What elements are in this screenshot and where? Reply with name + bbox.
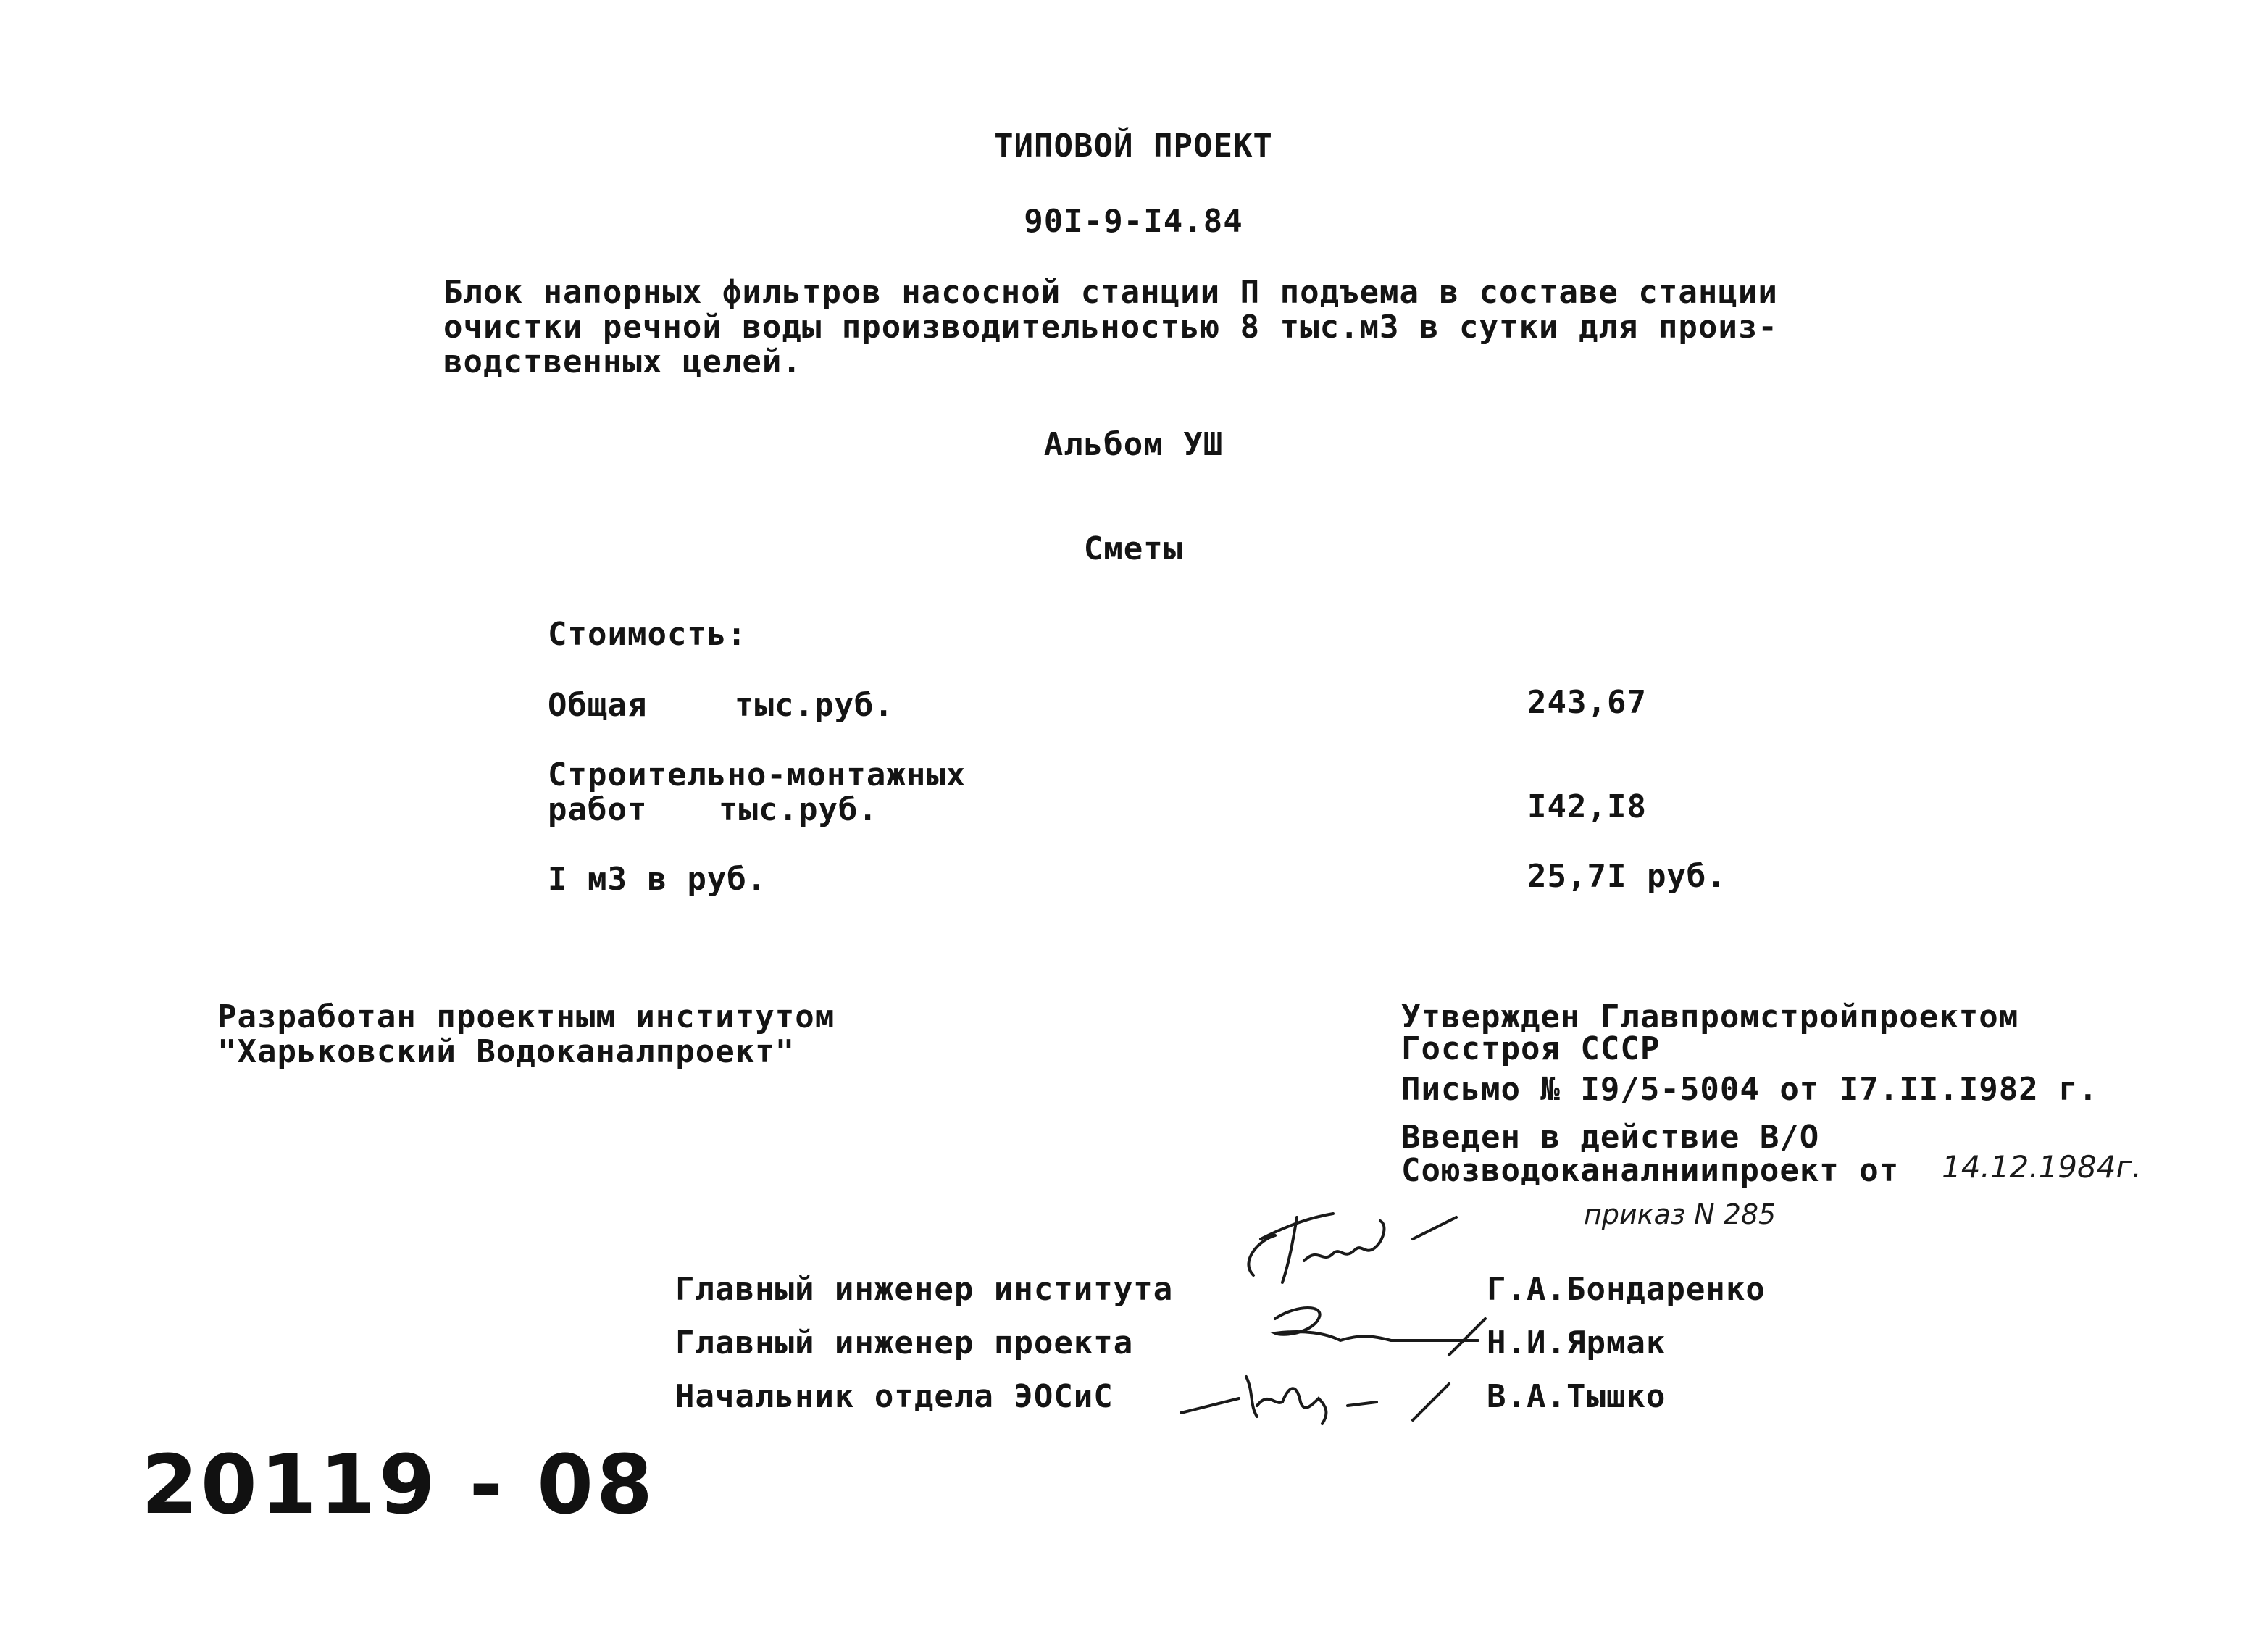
document-type-title: ТИПОВОЙ ПРОЕКТ [994, 128, 1273, 164]
description-line-2: очистки речной воды производительностью 8 тыс.м3 в сутки для произ- [443, 309, 1778, 346]
developer-line-1: Разработан проектным институтом [217, 998, 835, 1035]
description-line-3: водственных целей. [443, 343, 802, 380]
signatory-name-2: Н.И.Ярмак [1487, 1324, 1666, 1361]
signature-1 [1232, 1196, 1492, 1290]
signature-3 [1174, 1362, 1478, 1435]
approval-line-4: Введен в действие В/О [1401, 1119, 1820, 1156]
approval-line-3: Письмо № I9/5-5004 от I7.II.I982 г. [1401, 1071, 2099, 1108]
signature-2 [1232, 1297, 1492, 1362]
signatory-name-3: В.А.Тышко [1487, 1378, 1666, 1415]
handwritten-order: приказ N 285 [1584, 1198, 1777, 1230]
developer-line-2: "Харьковский Водоканалпроект" [217, 1033, 796, 1070]
cost-total-unit: тыс.руб. [735, 687, 894, 724]
cost-per-m3-value: 25,7I руб. [1527, 858, 1727, 895]
project-code: 90I-9-I4.84 [1024, 203, 1243, 240]
archive-stamp-number: 20119 - 08 [141, 1438, 656, 1532]
section-title: Сметы [1083, 530, 1184, 567]
cost-smr-label-2: работ [548, 791, 648, 828]
approval-line-1: Утвержден Главпромстройпроектом [1401, 998, 2019, 1035]
album-title: Альбом УШ [1043, 426, 1224, 463]
description-line-1: Блок напорных фильтров насосной станции П подъема в составе станции [443, 274, 1778, 311]
cost-per-m3-label: I м3 в руб. [548, 861, 767, 898]
signatory-position-1: Главный инженер института [675, 1271, 1174, 1308]
cost-total-value: 243,67 [1527, 684, 1647, 721]
cost-total-label: Общая [548, 687, 648, 724]
signatory-position-2: Главный инженер проекта [675, 1324, 1134, 1361]
handwritten-date: 14.12.1984г. [1942, 1149, 2142, 1185]
signatory-name-1: Г.А.Бондаренко [1487, 1271, 1766, 1308]
cost-smr-value: I42,I8 [1527, 788, 1647, 825]
approval-line-5: Союзводоканалниипроект от [1401, 1152, 1900, 1189]
approval-line-2: Госстроя СССР [1401, 1030, 1661, 1067]
cost-smr-unit: тыс.руб. [719, 791, 878, 828]
signatory-position-3: Начальник отдела ЭОСиС [675, 1378, 1114, 1415]
cost-heading: Стоимость: [548, 616, 747, 653]
cost-smr-label-1: Строительно-монтажных [548, 756, 966, 793]
